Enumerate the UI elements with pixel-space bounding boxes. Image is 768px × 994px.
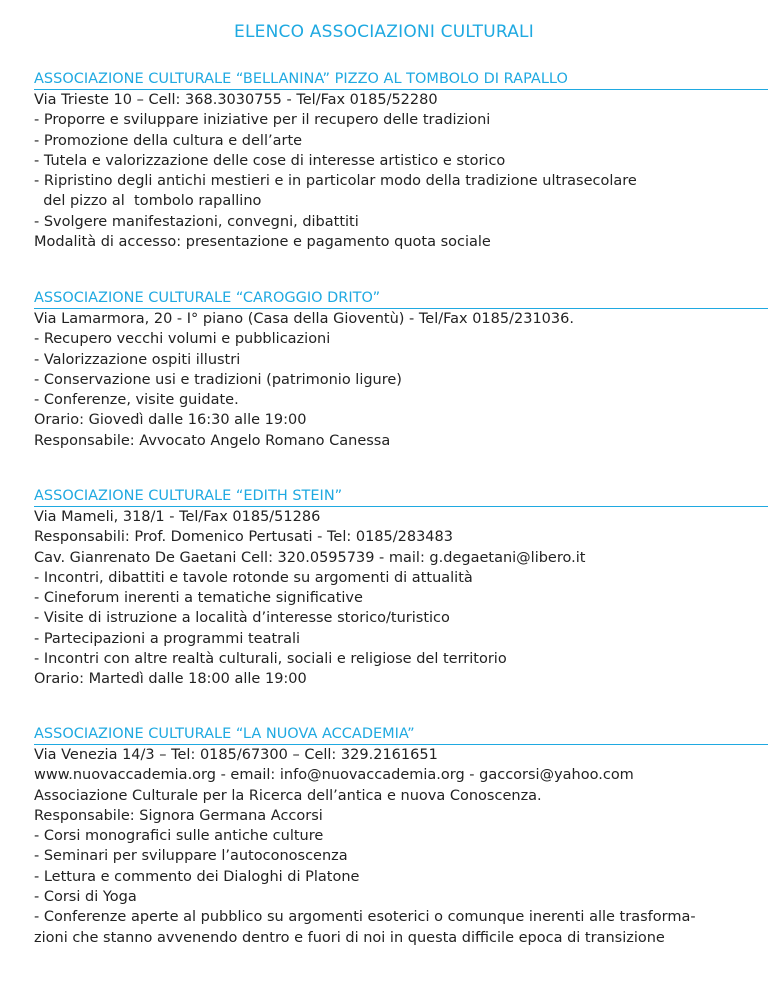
list-item: - Corsi di Yoga bbox=[34, 889, 137, 906]
list-item: - Svolgere manifestazioni, convegni, dibattiti bbox=[34, 213, 359, 230]
section-heading: ASSOCIAZIONE CULTURALE “CAROGGIO DRITO” bbox=[34, 289, 768, 309]
list-item: - Recupero vecchi volumi e pubblicazioni bbox=[34, 331, 331, 348]
list-item: - Valorizzazione ospiti illustri bbox=[34, 351, 241, 368]
list-item: del pizzo al tombolo rapallino bbox=[34, 193, 262, 210]
access-line: Modalità di accesso: presentazione e pagamento quota sociale bbox=[34, 234, 491, 251]
list-item: - Cineforum inerenti a tematiche significative bbox=[34, 590, 363, 607]
section-heading: ASSOCIAZIONE CULTURALE “LA NUOVA ACCADEMIA” bbox=[34, 725, 768, 745]
association-la-nuova-accademia bbox=[34, 725, 768, 948]
list-item: - Tutela e valorizzazione delle cose di interesse artistico e storico bbox=[34, 152, 506, 169]
section-body bbox=[34, 90, 768, 252]
section-heading: ASSOCIAZIONE CULTURALE “EDITH STEIN” bbox=[34, 487, 768, 507]
contact-line: Via Trieste 10 – Cell: 368.3030755 - Tel/Fax 0185/52280 bbox=[34, 92, 438, 108]
manager-line: Responsabile: Avvocato Angelo Romano Canessa bbox=[34, 432, 391, 449]
list-item: - Corsi monografici sulle antiche culture bbox=[34, 828, 324, 845]
association-caroggio-drito bbox=[34, 289, 768, 451]
list-item: - Promozione della cultura e dell’arte bbox=[34, 132, 303, 149]
list-item: - Conservazione usi e tradizioni (patrimonio ligure) bbox=[34, 371, 402, 388]
manager-line: Responsabili: Prof. Domenico Pertusati - Tel: 0185/283483 bbox=[34, 529, 453, 546]
list-item: - Partecipazioni a programmi teatrali bbox=[34, 630, 301, 647]
association-bellanina bbox=[34, 70, 768, 252]
list-item: - Visite di istruzione a località d’interesse storico/turistico bbox=[34, 610, 450, 627]
page-title: ELENCO ASSOCIAZIONI CULTURALI bbox=[234, 22, 534, 42]
list-item: - Incontri, dibattiti e tavole rotonde su argomenti di attualità bbox=[34, 569, 473, 586]
section-heading: ASSOCIAZIONE CULTURALE “BELLANINA” PIZZO AL TOMBOLO DI RAPALLO bbox=[34, 70, 768, 90]
list-item: - Proporre e sviluppare iniziative per il recupero delle tradizioni bbox=[34, 112, 491, 129]
list-item: - Ripristino degli antichi mestieri e in particolar modo della tradizione ultrasecolare bbox=[34, 173, 637, 190]
contact-line: Via Venezia 14/3 – Tel: 0185/67300 – Cell: 329.2161651 bbox=[34, 747, 438, 763]
list-item: - Conferenze aperte al pubblico su argomenti esoterici o comunque inerenti alle trasforma- bbox=[34, 909, 696, 926]
web-line: www.nuovaccademia.org - email: info@nuovaccademia.org - gaccorsi@yahoo.com bbox=[34, 767, 634, 784]
list-item: - Conferenze, visite guidate. bbox=[34, 392, 239, 409]
section-body bbox=[34, 309, 768, 451]
manager-line: Cav. Gianrenato De Gaetani Cell: 320.0595739 - mail: g.degaetani@libero.it bbox=[34, 549, 586, 566]
list-item: zioni che stanno avvenendo dentro e fuori di noi in questa difficile epoca di transizione bbox=[34, 929, 665, 946]
association-edith-stein bbox=[34, 487, 768, 690]
list-item: - Seminari per sviluppare l’autoconoscenza bbox=[34, 848, 348, 865]
manager-line: Responsabile: Signora Germana Accorsi bbox=[34, 807, 323, 824]
section-body bbox=[34, 507, 768, 690]
list-item: - Incontri con altre realtà culturali, sociali e religiose del territorio bbox=[34, 651, 507, 668]
hours-line: Orario: Giovedì dalle 16:30 alle 19:00 bbox=[34, 412, 307, 429]
contact-line: Via Mameli, 318/1 - Tel/Fax 0185/51286 bbox=[34, 509, 321, 525]
description-line: Associazione Culturale per la Ricerca dell’antica e nuova Conoscenza. bbox=[34, 787, 542, 804]
contact-line: Via Lamarmora, 20 - I° piano (Casa della Gioventù) - Tel/Fax 0185/231036. bbox=[34, 311, 574, 327]
section-body bbox=[34, 745, 768, 948]
list-item: - Lettura e commento dei Dialoghi di Platone bbox=[34, 868, 360, 885]
hours-line: Orario: Martedì dalle 18:00 alle 19:00 bbox=[34, 671, 307, 688]
